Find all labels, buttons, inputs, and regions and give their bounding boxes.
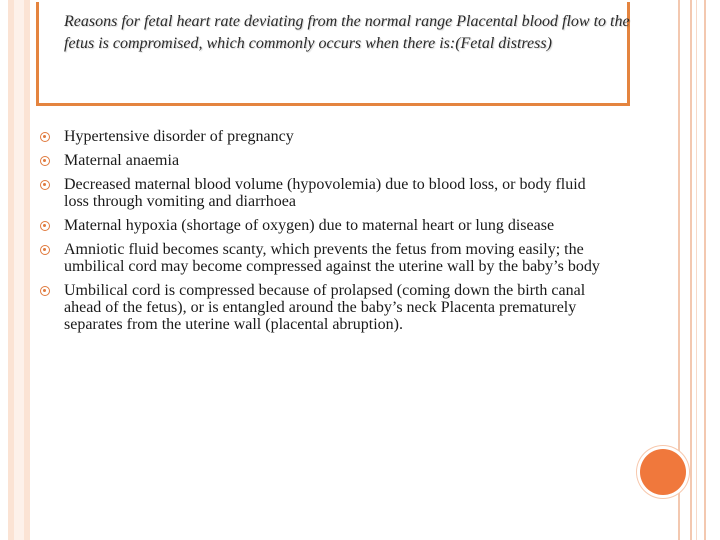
bullet-text: Maternal anaemia [64, 152, 180, 169]
right-decorative-line [690, 0, 692, 540]
slide-title: Reasons for fetal heart rate deviating from the normal range Placental blood flow to the fetus is compromised, which commonly occurs when there is:(Fetal distress) [64, 13, 630, 52]
left-decorative-stripe-inner [14, 0, 24, 540]
right-decorative-line [704, 0, 706, 540]
right-decorative-line [696, 0, 697, 540]
bullet-item [40, 152, 610, 169]
bullet-item [40, 282, 610, 333]
bullet-circle-icon [40, 221, 50, 231]
bullet-text: Decreased maternal blood volume (hypovolemia) due to blood loss, or body fluid loss through vomiting and diarrhoea [64, 176, 586, 210]
bullet-item [40, 241, 610, 275]
bullet-circle-icon [40, 286, 50, 296]
bullet-text: Hypertensive disorder of pregnancy [64, 128, 294, 145]
bullet-circle-icon [40, 245, 50, 255]
bullet-text: Maternal hypoxia (shortage of oxygen) due to maternal heart or lung disease [64, 217, 555, 234]
bullet-text: Amniotic fluid becomes scanty, which prevents the fetus from moving easily; the umbilical cord may become compressed against the uterine wall by the baby’s body [64, 241, 600, 275]
bullet-list [40, 128, 610, 340]
bullet-text: Umbilical cord is compressed because of prolapsed (coming down the birth canal ahead of the fetus), or is entangled around the baby’s neck Placenta prematurely separates from the uterine wall (placental abruption). [64, 282, 586, 333]
bullet-circle-icon [40, 132, 50, 142]
bullet-item [40, 176, 610, 210]
bullet-item [40, 217, 610, 234]
bullet-item [40, 128, 610, 145]
bullet-circle-icon [40, 180, 50, 190]
bullet-circle-icon [40, 156, 50, 166]
accent-circle-icon [640, 449, 686, 495]
